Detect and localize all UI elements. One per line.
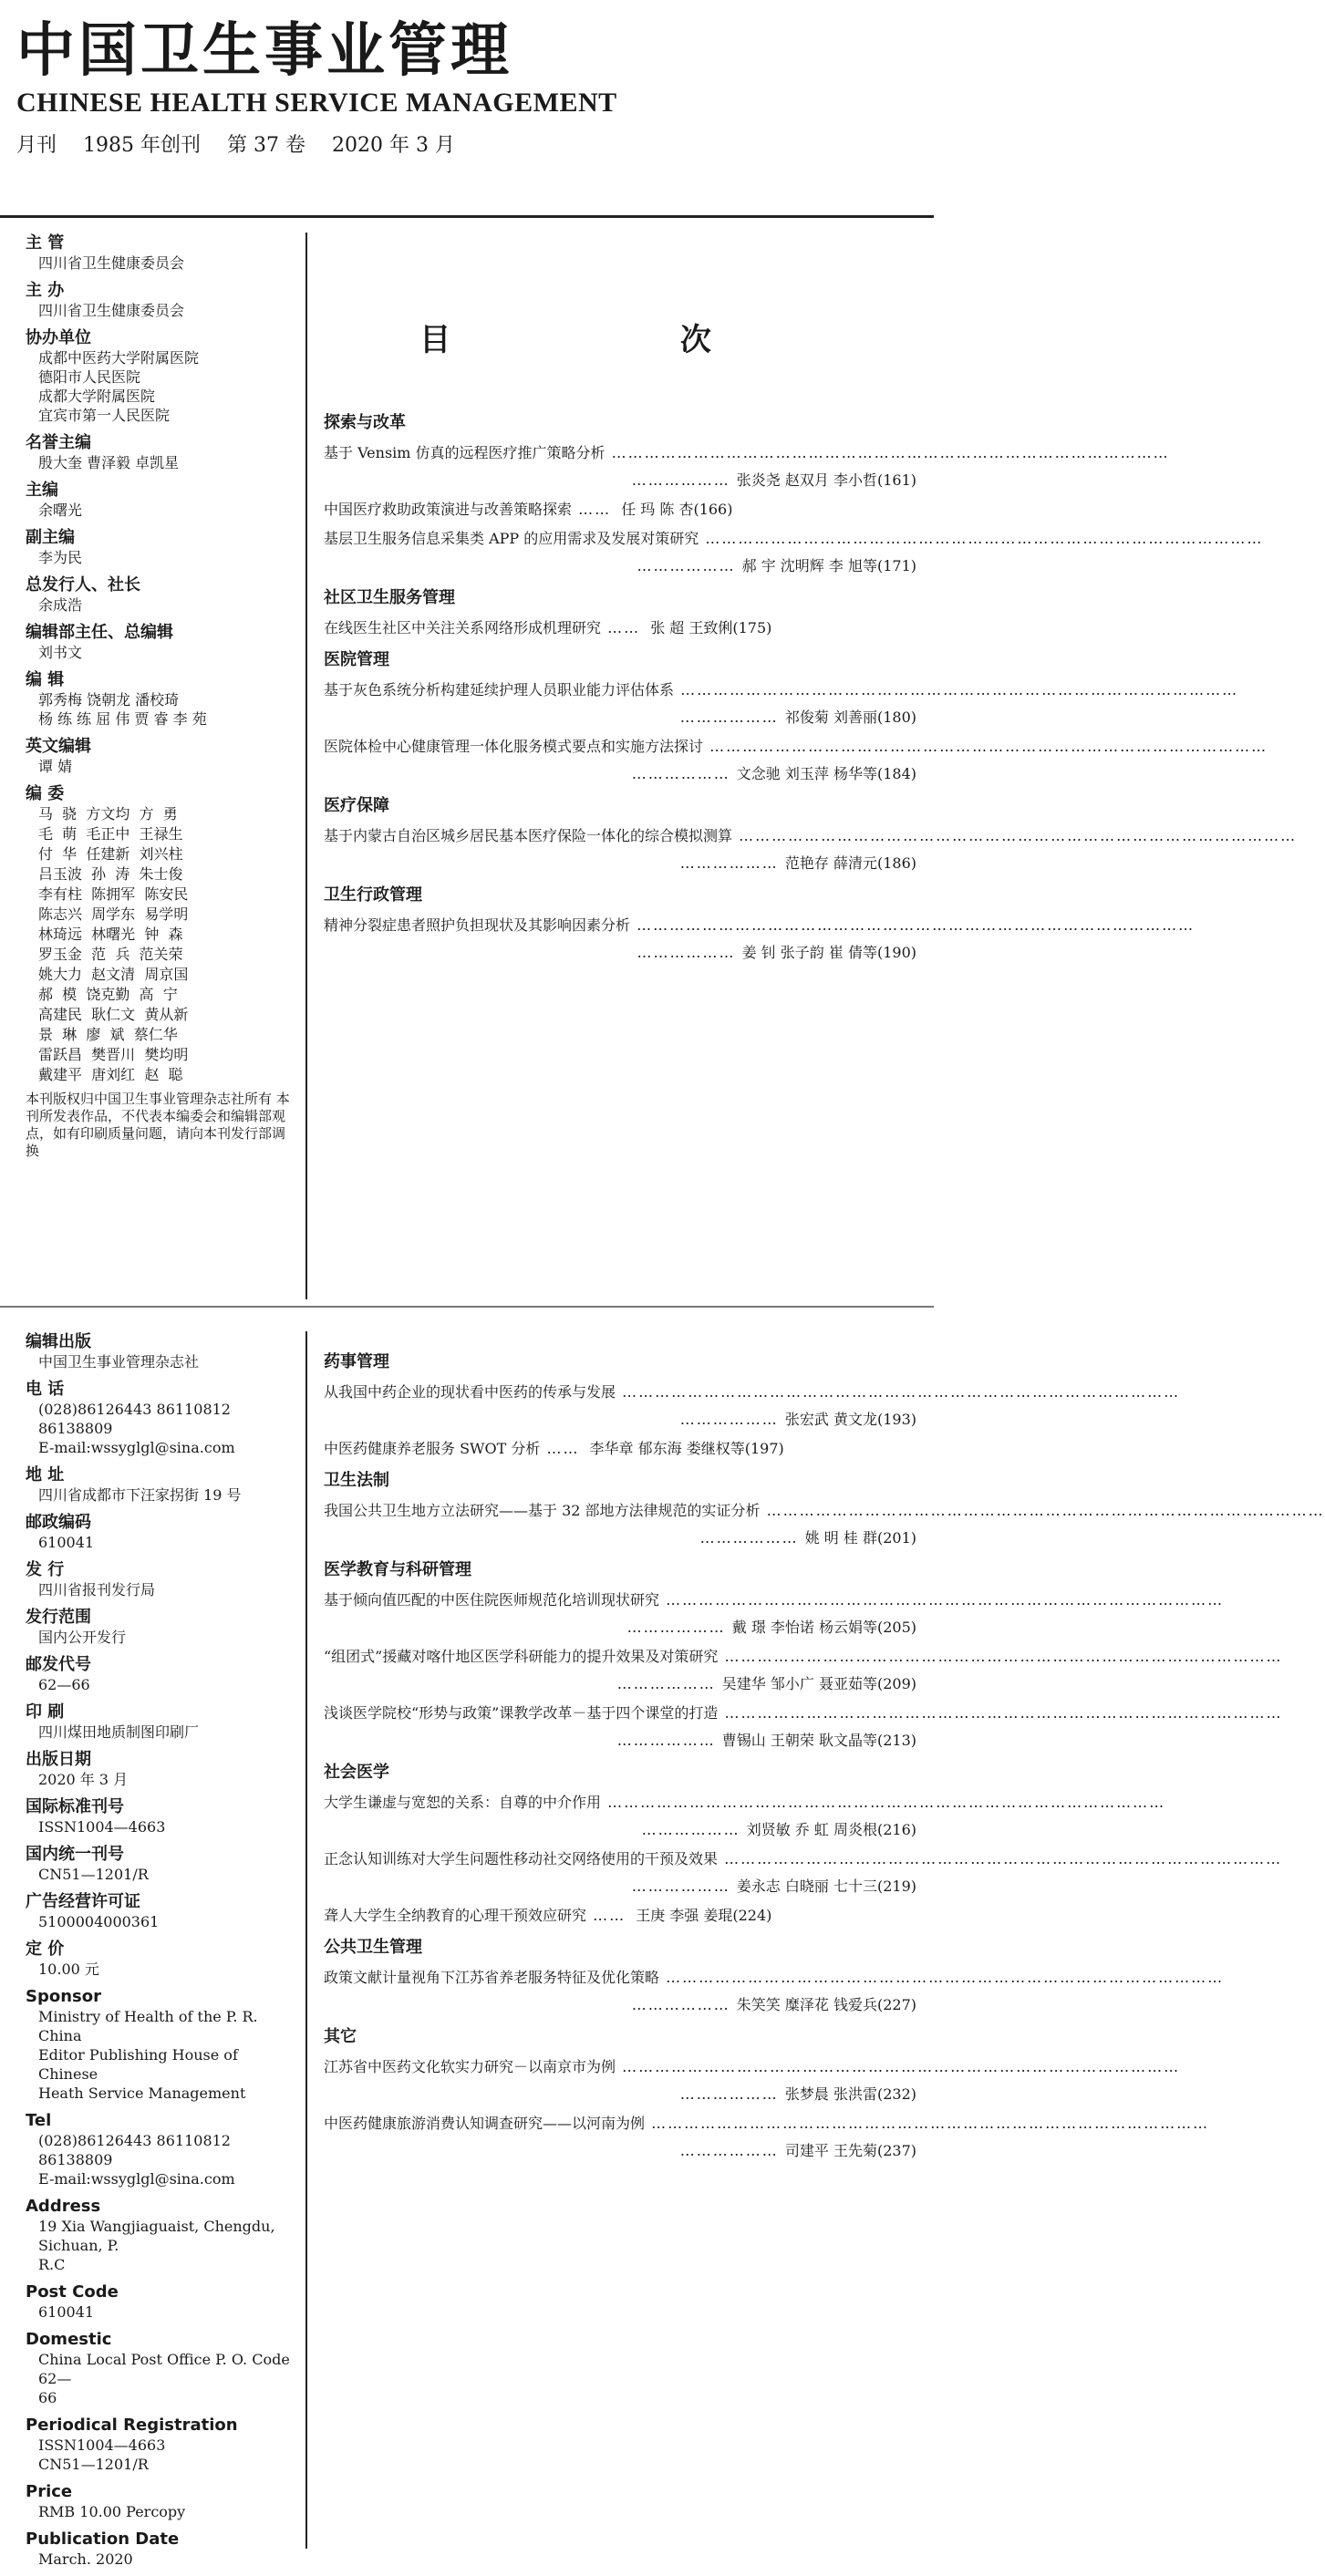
info-value: 成都中医药大学附属医院 bbox=[38, 349, 200, 367]
toc-entry[interactable] bbox=[324, 529, 1264, 576]
article-authors: 张 超 王致俐(175) bbox=[650, 619, 772, 636]
info-value: 610041 bbox=[38, 2303, 95, 2321]
info-label: Domestic bbox=[26, 2330, 112, 2349]
info-value: 四川省报刊发行局 bbox=[38, 1581, 156, 1598]
toc-entry[interactable] bbox=[324, 1647, 1283, 1694]
info-block bbox=[26, 1559, 295, 1599]
article-title[interactable] bbox=[324, 1906, 916, 1926]
info-value: 宜宾市第一人民医院 bbox=[38, 407, 171, 424]
leader-dots: ……………… bbox=[616, 1732, 722, 1749]
toc-part2 bbox=[324, 1340, 1325, 2161]
info-value: Ministry of Health of the P. R. China bbox=[38, 2008, 258, 2044]
info-label: 出版日期 bbox=[26, 1750, 91, 1769]
info-label: Sponsor bbox=[26, 1987, 101, 2006]
toc-section: 医疗保障 bbox=[324, 796, 389, 815]
toc-entry[interactable] bbox=[324, 443, 1170, 491]
info-block bbox=[26, 2529, 295, 2569]
info-block bbox=[26, 2415, 295, 2474]
info-value: March. 2020 bbox=[38, 2550, 133, 2568]
article-authors-line bbox=[324, 943, 916, 963]
toc-section: 其它 bbox=[324, 2027, 357, 2046]
article-title-text[interactable]: 中国医疗救助政策演进与改善策略探索 bbox=[324, 501, 573, 518]
info-block bbox=[26, 1844, 295, 1884]
info-block bbox=[26, 574, 295, 615]
article-authors: 姜 钊 张子韵 崔 倩等(190) bbox=[741, 944, 916, 961]
article-authors: 姚 明 桂 群(201) bbox=[804, 1529, 916, 1547]
info-label: Periodical Registration bbox=[26, 2416, 238, 2435]
board-row: 李有柱 陈拥军 陈安民 bbox=[38, 885, 189, 903]
leader-dots: ………………………………………………………………………………………… bbox=[718, 1850, 1283, 1867]
info-value: 殷大奎 曹泽毅 卓凯星 bbox=[38, 454, 180, 471]
board-row: 林琦远 林曙光 钟 森 bbox=[38, 926, 183, 943]
info-value: 5100004000361 bbox=[38, 1913, 160, 1930]
toc-section: 探索与改革 bbox=[324, 413, 406, 432]
info-label: 地 址 bbox=[26, 1465, 65, 1485]
article-authors-line bbox=[324, 1877, 916, 1897]
info-block bbox=[26, 736, 295, 776]
info-label: 英文编辑 bbox=[26, 737, 91, 756]
article-authors: 戴 璟 李怡诺 杨云娟等(205) bbox=[731, 1619, 916, 1636]
leader-dots: …… bbox=[586, 1907, 633, 1924]
info-block bbox=[26, 527, 295, 567]
leader-dots: ………………………………………………………………………………………… bbox=[718, 1648, 1283, 1665]
article-title-text[interactable]: 基层卫生服务信息采集类 APP 的应用需求及发展对策研究 bbox=[324, 530, 699, 547]
info-value: 19 Xia Wangjiaguaist, Chengdu, Sichuan, P. bbox=[38, 2218, 275, 2254]
article-title-text[interactable]: 医院体检中心健康管理一体化服务模式要点和实施方法探讨 bbox=[324, 738, 704, 755]
leader-dots: ………………………………………………………………………………………… bbox=[699, 530, 1264, 547]
toc-section: 社区卫生服务管理 bbox=[324, 588, 455, 607]
info-value: 62—66 bbox=[38, 1676, 90, 1693]
leader-dots: ………………………………………………………………………………………… bbox=[703, 738, 1268, 755]
info-block bbox=[26, 480, 295, 520]
article-title[interactable] bbox=[324, 1849, 1283, 1869]
info-label: 总发行人、社长 bbox=[26, 575, 140, 595]
leader-dots: ………………………………………………………………………………………… bbox=[645, 2115, 1210, 2132]
info-block bbox=[26, 2281, 295, 2322]
info-block bbox=[26, 1939, 295, 1979]
board-row: 陈志兴 周学东 易学明 bbox=[38, 905, 189, 923]
leader-dots: ……………… bbox=[699, 1529, 805, 1547]
leader-dots: ………………………………………………………………………………………… bbox=[605, 444, 1170, 461]
leader-dots: …… bbox=[572, 501, 618, 518]
info-value: 国内公开发行 bbox=[38, 1629, 127, 1646]
article-authors: 王庚 李强 姜琨(224) bbox=[636, 1907, 772, 1924]
article-authors-line bbox=[324, 1674, 916, 1694]
masthead bbox=[16, 18, 919, 158]
leader-dots: ……………… bbox=[631, 765, 737, 782]
info-value: 10.00 元 bbox=[38, 1960, 99, 1978]
leader-dots: ………………………………………………………………………………………… bbox=[630, 916, 1196, 934]
article-authors-line bbox=[324, 708, 916, 728]
article-title[interactable] bbox=[324, 737, 1268, 757]
info-label: Publication Date bbox=[26, 2529, 180, 2549]
info-block bbox=[26, 669, 295, 729]
info-block bbox=[26, 327, 295, 425]
toc-entry[interactable] bbox=[324, 500, 916, 520]
info-label: 主 管 bbox=[26, 233, 65, 253]
board-row: 罗玉金 范 兵 范关荣 bbox=[38, 946, 183, 963]
article-authors: 李华章 郁东海 娄继权等(197) bbox=[589, 1440, 784, 1457]
article-authors-line bbox=[324, 471, 916, 491]
info-label: 协办单位 bbox=[26, 328, 91, 347]
info-label: Price bbox=[26, 2482, 73, 2501]
article-authors: 刘贤敏 乔 虹 周炎根(216) bbox=[746, 1821, 916, 1838]
issue-info bbox=[16, 129, 919, 158]
leader-dots: ……………… bbox=[641, 1821, 747, 1838]
toc-section: 社会医学 bbox=[324, 1763, 389, 1782]
column-divider bbox=[305, 233, 307, 1299]
info-block bbox=[26, 280, 295, 320]
board-row: 付 华 任建新 刘兴柱 bbox=[38, 845, 183, 863]
toc-entry[interactable] bbox=[324, 826, 1298, 874]
info-value: R.C bbox=[38, 2256, 66, 2273]
leader-dots: ………………………………………………………………………………………… bbox=[718, 1704, 1283, 1722]
article-title[interactable] bbox=[324, 1590, 1225, 1610]
info-value: 杨 练 练 屈 伟 贾 睿 李 苑 bbox=[38, 710, 207, 728]
leader-dots: ………………………………………………………………………………………… bbox=[616, 1383, 1181, 1401]
leader-dots: ………………………………………………………………………………………… bbox=[616, 2058, 1181, 2075]
leader-dots: ………………………………………………………………………………………… bbox=[674, 681, 1239, 698]
toc-entry[interactable] bbox=[324, 1501, 1325, 1548]
board-row: 雷跃昌 樊晋川 樊均明 bbox=[38, 1046, 189, 1063]
article-title[interactable] bbox=[324, 1501, 1325, 1521]
article-authors-line bbox=[324, 2085, 916, 2105]
info-block bbox=[26, 1796, 295, 1836]
article-title-text[interactable]: 浅谈医学院校“形势与政策”课教学改革－基于四个课堂的打造 bbox=[324, 1704, 719, 1722]
info-value: 四川省卫生健康委员会 bbox=[38, 302, 185, 319]
toc-entry[interactable] bbox=[324, 1906, 916, 1926]
info-block bbox=[26, 1512, 295, 1552]
article-title-text[interactable]: 基于倾向值匹配的中医住院医师规范化培训现状研究 bbox=[324, 1591, 660, 1609]
toc-title: 目 次 bbox=[419, 322, 821, 358]
leader-dots: ………………………………………………………………………………………… bbox=[659, 1591, 1225, 1609]
article-authors: 范艳存 薛清元(186) bbox=[784, 854, 916, 872]
article-title-text[interactable]: 中医药健康旅游消费认知调查研究——以河南为例 bbox=[324, 2115, 646, 2132]
article-title[interactable] bbox=[324, 2114, 1210, 2134]
info-block bbox=[26, 1654, 295, 1694]
info-value: 成都大学附属医院 bbox=[38, 388, 156, 405]
article-authors: 朱笑笑 糜泽花 钱爱兵(227) bbox=[736, 1996, 916, 2013]
info-value: CN51—1201/R bbox=[38, 2456, 149, 2473]
info-value: RMB 10.00 Percopy bbox=[38, 2503, 186, 2520]
info-block bbox=[26, 1702, 295, 1742]
info-label: 编辑部主任、总编辑 bbox=[26, 623, 173, 642]
article-authors-line bbox=[324, 1995, 916, 2015]
toc-entry[interactable] bbox=[324, 618, 916, 638]
toc-section: 医院管理 bbox=[324, 650, 389, 669]
leader-dots: …… bbox=[540, 1440, 586, 1457]
toc-entry[interactable] bbox=[324, 680, 1239, 728]
info-block bbox=[26, 1891, 295, 1931]
article-title-text[interactable]: 在线医生社区中关注关系网络形成机理研究 bbox=[324, 619, 602, 636]
info-value: 中国卫生事业管理杂志社 bbox=[38, 1353, 200, 1371]
board-row: 毛 萌 毛正中 王禄生 bbox=[38, 825, 183, 843]
leader-dots: ……………… bbox=[679, 1411, 785, 1428]
issue-frequency: 月刊 bbox=[16, 134, 57, 157]
article-title-text[interactable]: “组团式”援藏对喀什地区医学科研能力的提升效果及对策研究 bbox=[324, 1648, 719, 1665]
leader-dots: ……………… bbox=[616, 1675, 722, 1692]
board-row: 姚大力 赵文清 周京国 bbox=[38, 966, 189, 983]
info-value: 2020 年 3 月 bbox=[38, 1771, 129, 1788]
info-block bbox=[26, 1607, 295, 1647]
info-label: 副主编 bbox=[26, 528, 75, 547]
article-authors-line bbox=[324, 853, 916, 874]
article-title[interactable] bbox=[324, 1439, 916, 1459]
info-label: 印 刷 bbox=[26, 1702, 65, 1722]
info-label: 邮发代号 bbox=[26, 1655, 91, 1674]
info-block bbox=[26, 233, 295, 273]
article-authors: 姜永志 白晓丽 七十三(219) bbox=[736, 1878, 916, 1895]
article-title[interactable] bbox=[324, 826, 1298, 846]
info-label: Address bbox=[26, 2197, 101, 2216]
article-title-text[interactable]: 基于内蒙古自治区城乡居民基本医疗保险一体化的综合模拟测算 bbox=[324, 827, 733, 844]
leader-dots: ……………… bbox=[637, 557, 742, 574]
article-authors-line bbox=[324, 2141, 916, 2161]
article-title-text[interactable]: 从我国中药企业的现状看中医药的传承与发展 bbox=[324, 1383, 616, 1401]
column-divider-2 bbox=[305, 1331, 307, 2549]
info-value: 刘书文 bbox=[38, 644, 83, 661]
issue-date: 2020 年 3 月 bbox=[331, 134, 455, 157]
info-label: 名誉主编 bbox=[26, 433, 91, 452]
article-authors-line bbox=[324, 1731, 916, 1751]
article-authors: 郝 宇 沈明辉 李 旭等(171) bbox=[741, 557, 916, 574]
info-block bbox=[26, 1379, 295, 1457]
article-title-text[interactable]: 我国公共卫生地方立法研究——基于 32 部地方法律规范的实证分析 bbox=[324, 1502, 761, 1519]
info-label: Tel bbox=[26, 2111, 52, 2130]
article-authors: 吴建华 邹小广 聂亚茹等(209) bbox=[721, 1675, 916, 1692]
board-row: 景 琳 廖 斌 蔡仁华 bbox=[38, 1026, 178, 1043]
info-value: 德阳市人民医院 bbox=[38, 368, 141, 386]
info-value: (028)86126443 86110812 86138809 bbox=[38, 1401, 231, 1437]
article-title-text[interactable]: 聋人大学生全纳教育的心理干预效应研究 bbox=[324, 1907, 587, 1924]
leader-dots: ……………… bbox=[631, 1996, 737, 2013]
info-label: 主 办 bbox=[26, 281, 65, 300]
leader-dots: ……………… bbox=[679, 2085, 785, 2103]
info-block bbox=[26, 1464, 295, 1505]
article-title[interactable] bbox=[324, 2057, 1181, 2077]
info-block bbox=[26, 2329, 295, 2407]
leader-dots: ……………… bbox=[631, 471, 737, 489]
info-label: 国内统一刊号 bbox=[26, 1845, 124, 1864]
toc-entry[interactable] bbox=[324, 737, 1268, 784]
info-value: 郭秀梅 饶朝龙 潘校琦 bbox=[38, 691, 180, 709]
article-authors-line bbox=[324, 1410, 916, 1430]
article-title-text[interactable]: 基于 Vensim 仿真的远程医疗推广策略分析 bbox=[324, 444, 606, 461]
info-value: 李为民 bbox=[38, 549, 83, 566]
board-row: 马 骁 方文均 方 勇 bbox=[38, 805, 178, 822]
leader-dots: ………………………………………………………………………………………… bbox=[659, 1969, 1225, 1986]
toc-entry[interactable] bbox=[324, 1793, 1166, 1840]
info-value: 四川煤田地质制图印刷厂 bbox=[38, 1723, 200, 1741]
toc-entry[interactable] bbox=[324, 1968, 1225, 2015]
article-title[interactable] bbox=[324, 1793, 1166, 1813]
middle-rule bbox=[0, 1306, 934, 1308]
info-value: Editor Publishing House of Chinese bbox=[38, 2046, 238, 2083]
leader-dots: ……………… bbox=[679, 2142, 785, 2159]
info-value: CN51—1201/R bbox=[38, 1866, 149, 1883]
article-authors: 司建平 王先菊(237) bbox=[784, 2142, 916, 2159]
info-value: 四川省成都市下汪家拐街 19 号 bbox=[38, 1486, 242, 1504]
info-value: ISSN1004—4663 bbox=[38, 1818, 166, 1836]
toc-entry[interactable] bbox=[324, 1849, 1283, 1897]
editorial-board bbox=[26, 783, 295, 1160]
article-title[interactable] bbox=[324, 916, 1196, 936]
issue-volume: 第 37 卷 bbox=[227, 134, 305, 157]
info-block bbox=[26, 1986, 295, 2103]
toc-section: 卫生法制 bbox=[324, 1471, 389, 1490]
info-label: 发 行 bbox=[26, 1560, 65, 1579]
article-title[interactable] bbox=[324, 1968, 1225, 1988]
leader-dots: ………………………………………………………………………………………… bbox=[760, 1502, 1325, 1519]
info-block bbox=[26, 622, 295, 662]
board-row: 吕玉波 孙 涛 朱士俊 bbox=[38, 865, 183, 883]
toc-entry[interactable] bbox=[324, 1703, 1283, 1751]
toc-part1 bbox=[324, 315, 1298, 963]
leader-dots: ………………………………………………………………………………………… bbox=[732, 827, 1298, 844]
board-row: 高建民 耿仁文 黄从新 bbox=[38, 1006, 189, 1023]
toc-entry[interactable] bbox=[324, 916, 1196, 963]
leader-dots: ………………………………………………………………………………………… bbox=[601, 1794, 1166, 1811]
article-title[interactable] bbox=[324, 680, 1239, 700]
info-value: Heath Service Management bbox=[38, 2085, 246, 2102]
info-label: Post Code bbox=[26, 2282, 119, 2302]
toc-section: 公共卫生管理 bbox=[324, 1938, 422, 1957]
article-title[interactable] bbox=[324, 1703, 1283, 1723]
article-title[interactable] bbox=[324, 1382, 1181, 1402]
info-label: 编辑出版 bbox=[26, 1332, 91, 1351]
board-row: 郝 模 饶克勤 高 宁 bbox=[38, 986, 178, 1003]
header-rule bbox=[0, 215, 934, 218]
info-label: 主编 bbox=[26, 481, 58, 500]
article-title[interactable] bbox=[324, 618, 916, 638]
board-row: 戴建平 唐刘红 赵 聪 bbox=[38, 1066, 183, 1083]
toc-section: 药事管理 bbox=[324, 1352, 389, 1371]
info-value: 66 bbox=[38, 2389, 57, 2406]
article-authors: 文念驰 刘玉萍 杨华等(184) bbox=[736, 765, 916, 782]
toc-section: 医学教育与科研管理 bbox=[324, 1560, 471, 1579]
article-title[interactable] bbox=[324, 529, 1264, 549]
info-value: 余成浩 bbox=[38, 596, 83, 614]
info-label: 电 话 bbox=[26, 1380, 65, 1399]
toc-section: 卫生行政管理 bbox=[324, 885, 422, 905]
info-label: 发行范围 bbox=[26, 1608, 91, 1627]
leader-dots: …… bbox=[601, 619, 647, 636]
leader-dots: ……………… bbox=[637, 944, 742, 961]
info-value: 谭 婧 bbox=[38, 758, 73, 775]
issue-founded: 1985 年创刊 bbox=[83, 134, 201, 157]
info-block bbox=[26, 2196, 295, 2274]
leader-dots: ……………… bbox=[631, 1878, 737, 1895]
info-value: 四川省卫生健康委员会 bbox=[38, 254, 185, 272]
article-authors-line bbox=[324, 1618, 916, 1638]
toc-entry[interactable] bbox=[324, 2114, 1210, 2161]
article-title[interactable] bbox=[324, 1647, 1283, 1667]
publication-info-column bbox=[26, 1331, 295, 2576]
article-authors: 张炎尧 赵双月 李小哲(161) bbox=[736, 471, 916, 489]
info-value: 610041 bbox=[38, 1534, 95, 1551]
article-authors: 任 玛 陈 杏(166) bbox=[621, 501, 733, 518]
info-block bbox=[26, 1749, 295, 1789]
info-value: China Local Post Office P. O. Code 62— bbox=[38, 2351, 290, 2387]
info-label: 国际标准刊号 bbox=[26, 1797, 124, 1816]
article-title-text[interactable]: 基于灰色系统分析构建延续护理人员职业能力评估体系 bbox=[324, 681, 675, 698]
info-value: ISSN1004—4663 bbox=[38, 2436, 166, 2454]
leader-dots: ……………… bbox=[679, 854, 785, 872]
copyright-note: 本刊版权归中国卫生事业管理杂志社所有 本刊所发表作品，不代表本编委会和编辑部观点，如有印刷质量问题，请向本刊发行部调换 bbox=[26, 1091, 290, 1159]
board-names bbox=[26, 804, 295, 1085]
toc-entry[interactable] bbox=[324, 1382, 1181, 1430]
article-title[interactable] bbox=[324, 443, 1170, 463]
info-value: E-mail:wssyglgl@sina.com bbox=[38, 2170, 235, 2188]
article-authors-line bbox=[324, 1820, 916, 1840]
info-block bbox=[26, 2481, 295, 2521]
journal-title-en: CHINESE HEALTH SERVICE MANAGEMENT bbox=[16, 88, 617, 118]
article-title-text[interactable]: 精神分裂症患者照护负担现状及其影响因素分析 bbox=[324, 916, 631, 934]
toc-entry[interactable] bbox=[324, 2057, 1181, 2105]
article-title-text[interactable]: 大学生谦虚与宽恕的关系：自尊的中介作用 bbox=[324, 1794, 602, 1811]
article-title-text[interactable]: 江苏省中医药文化软实力研究－以南京市为例 bbox=[324, 2058, 616, 2075]
info-label: 广告经营许可证 bbox=[26, 1892, 140, 1911]
toc-entry[interactable] bbox=[324, 1590, 1225, 1638]
article-title-text[interactable]: 正念认知训练对大学生问题性移动社交网络使用的干预及效果 bbox=[324, 1850, 719, 1867]
info-value: E-mail:wssyglgl@sina.com bbox=[38, 1439, 235, 1456]
info-block bbox=[26, 2110, 295, 2188]
masthead-info-column bbox=[26, 233, 295, 1167]
leader-dots: ……………… bbox=[679, 709, 785, 726]
article-authors: 祁俊菊 刘善丽(180) bbox=[784, 709, 916, 726]
article-title[interactable] bbox=[324, 500, 916, 520]
info-value: 余曙光 bbox=[38, 502, 83, 519]
leader-dots: ……………… bbox=[626, 1619, 732, 1636]
article-authors-line bbox=[324, 556, 916, 576]
article-authors: 张宏武 黄文龙(193) bbox=[784, 1411, 916, 1428]
info-block bbox=[26, 1331, 295, 1371]
toc-entry[interactable] bbox=[324, 1439, 916, 1459]
article-authors: 曹锡山 王朝荣 耿文晶等(213) bbox=[721, 1732, 916, 1749]
article-authors-line bbox=[324, 764, 916, 784]
info-label: 定 价 bbox=[26, 1940, 65, 1959]
journal-title-cn: 中国卫生事业管理 bbox=[16, 17, 512, 85]
article-title-text[interactable]: 政策文献计量视角下江苏省养老服务特征及优化策略 bbox=[324, 1969, 660, 1986]
article-authors: 张梦晨 张洪雷(232) bbox=[784, 2085, 916, 2103]
info-block bbox=[26, 432, 295, 472]
info-label: 邮政编码 bbox=[26, 1513, 91, 1532]
article-title-text[interactable]: 中医药健康养老服务 SWOT 分析 bbox=[324, 1440, 541, 1457]
info-value: (028)86126443 86110812 86138809 bbox=[38, 2132, 231, 2168]
article-authors-line bbox=[324, 1528, 916, 1548]
info-label: 编 辑 bbox=[26, 670, 65, 689]
info-label: 编 委 bbox=[26, 784, 65, 803]
